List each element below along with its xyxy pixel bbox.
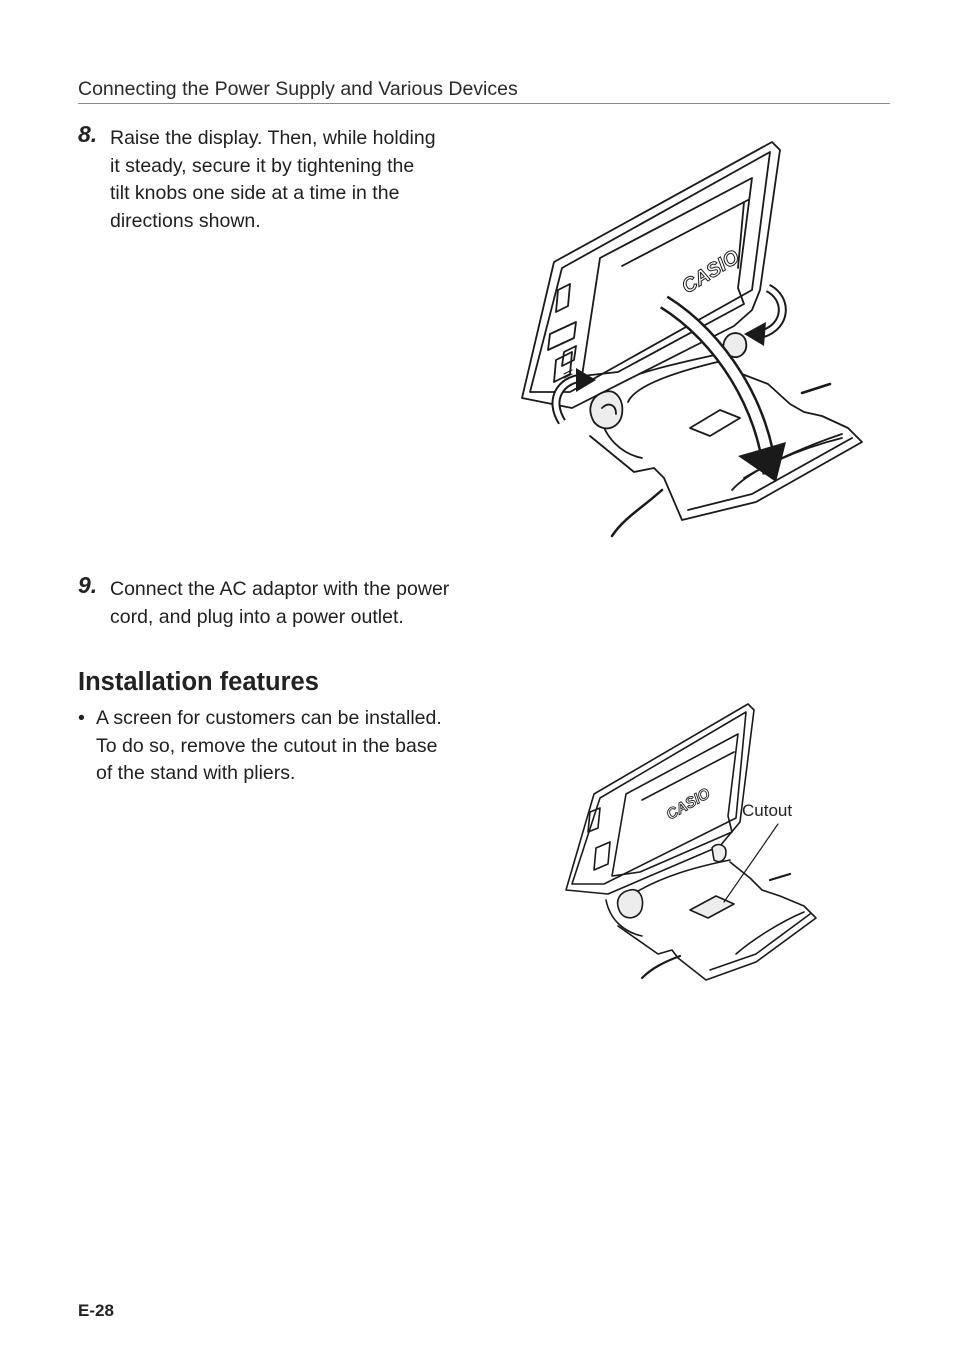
step-text: Raise the display. Then, while holding it steady, secure it by tightening the tilt knobs one side at a time in the directions shown. <box>110 127 436 232</box>
header-title: Connecting the Power Supply and Various Devices <box>78 78 518 100</box>
step-text: Connect the AC adaptor with the power cord, and plug into a power outlet. <box>110 578 450 628</box>
step-9 <box>78 572 498 636</box>
cutout-illustration <box>560 700 822 984</box>
section-title: Installation features <box>78 668 319 696</box>
casio-logo: CASIO <box>663 784 714 824</box>
rotate-arrow-icon <box>744 322 766 346</box>
step-number: 8. <box>78 121 98 147</box>
step-8 <box>78 121 498 237</box>
cutout-callout-label: Cutout <box>742 801 793 820</box>
step-number: 9. <box>78 572 98 598</box>
page-number: E-28 <box>78 1301 114 1320</box>
page-header <box>78 77 890 104</box>
tilt-knob-illustration <box>512 138 872 542</box>
casio-logo: CASIO <box>677 246 744 299</box>
bullet-marker: • <box>78 707 85 729</box>
bullet-text: A screen for customers can be installed. To do so, remove the cutout in the base of the stand with pliers. <box>96 707 442 784</box>
